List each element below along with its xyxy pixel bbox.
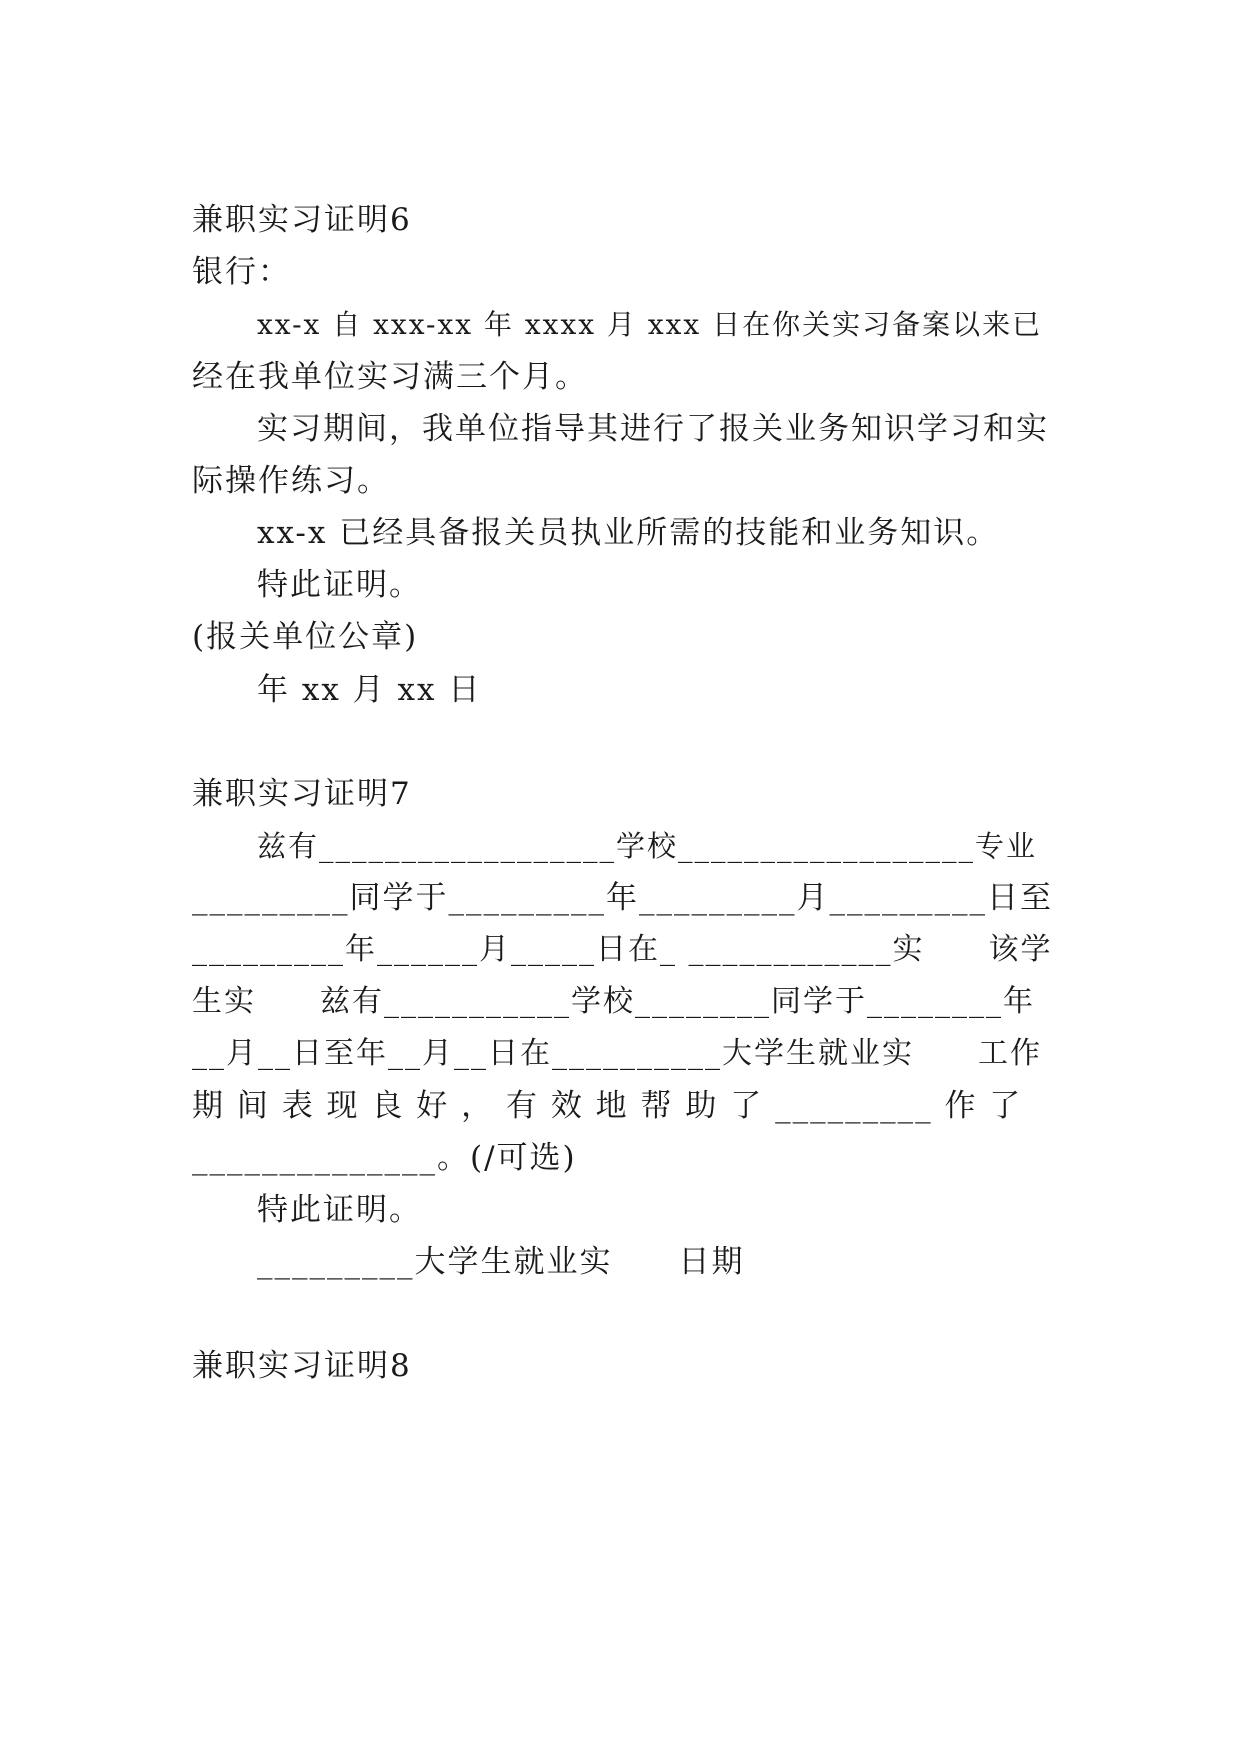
paragraph-line: xx-x 已经具备报关员执业所需的技能和业务知识。 (257, 515, 1000, 551)
seal-line: (报关单位公章) (192, 619, 419, 655)
date-line: 年 xx 月 xx 日 (257, 672, 482, 708)
section-title: 兼职实习证明7 (192, 776, 412, 812)
section-title: 兼职实习证明8 (192, 1348, 412, 1384)
paragraph-line: _________同学于_________年_________月_________日至 (192, 880, 1053, 916)
section-title: 兼职实习证明6 (192, 202, 412, 238)
paragraph-line: 兹有__________________学校__________________专业 (257, 829, 1038, 863)
paragraph-line: __月__日至年__月__日在__________大学生就业实 工作 (192, 1036, 1042, 1071)
paragraph-line: 经在我单位实习满三个月。 (192, 359, 588, 395)
closing-line: 特此证明。 (257, 1192, 422, 1228)
paragraph-line: _________年______月_____日在_ ____________实 该学 (192, 932, 1053, 967)
paragraph-line: 生实 兹有___________学校________同学于________年 (192, 984, 1035, 1019)
paragraph-line: xx-x 自 xxx-xx 年 xxxx 月 xxx 日在你关实习备案以来已 (257, 308, 1043, 341)
closing-line: 特此证明。 (257, 567, 422, 603)
signature-line: _________大学生就业实 日期 (257, 1244, 745, 1280)
addressee: 银行： (192, 254, 291, 290)
paragraph-line: ______________。(/可选) (192, 1140, 577, 1176)
paragraph-line: 实习期间，我单位指导其进行了报关业务知识学习和实 (257, 411, 1049, 447)
paragraph-line: 际操作练习。 (192, 463, 390, 499)
paragraph-line: 期 间 表 现 良 好 ， 有 效 地 帮 助 了 _________ 作 了 (192, 1088, 1023, 1124)
